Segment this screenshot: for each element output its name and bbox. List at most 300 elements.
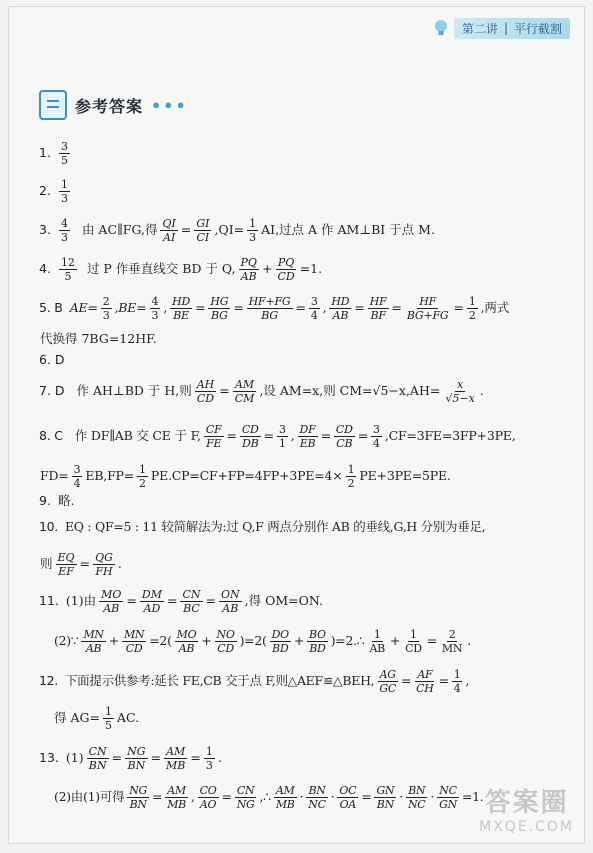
numerator: 1 (373, 628, 381, 641)
answer-text: = (453, 300, 464, 316)
answer-4 (39, 257, 323, 282)
denominator: 4 (73, 477, 81, 490)
numerator: DO (271, 628, 289, 641)
fraction (59, 141, 70, 166)
answer-text: AC. (116, 710, 140, 726)
fraction (443, 379, 476, 404)
answer-text: = (219, 383, 230, 399)
numerator: 3 (73, 463, 81, 476)
numerator: 1 (139, 463, 146, 476)
answer-number: 10. (39, 519, 58, 534)
answer-text: 由 AC∥FG,得 (81, 222, 158, 238)
fraction (377, 669, 398, 694)
answer-13-line-2 (53, 785, 484, 810)
denominator: 4 (453, 682, 461, 695)
answer-text: FD= (40, 468, 69, 484)
topic-label: 平行截割 (513, 21, 562, 36)
answer-text: · (430, 789, 435, 805)
denominator: CD (277, 270, 295, 283)
numerator: x (456, 378, 464, 391)
denominator: √5−x (445, 392, 475, 405)
denominator: 4 (373, 437, 380, 450)
denominator: BG (211, 309, 228, 322)
numerator: 3 (310, 295, 318, 308)
fraction (215, 629, 237, 654)
fraction (239, 257, 259, 282)
answer-text: (2)由(1)可得 (54, 789, 125, 805)
fraction (59, 257, 77, 282)
fraction (414, 669, 435, 694)
notepad-icon (39, 90, 67, 120)
denominator: BG+FG (406, 309, 449, 322)
numerator: ON (220, 588, 240, 601)
equals-sign: = (180, 222, 192, 238)
denominator: BN (127, 759, 146, 772)
fraction (337, 785, 358, 810)
numerator: AM (166, 745, 186, 758)
denominator: 3 (60, 192, 68, 205)
fraction (374, 785, 396, 810)
answer-8 (39, 424, 517, 449)
answer-text: =2( (149, 633, 172, 649)
answer-text: · (299, 789, 304, 805)
answer-text: ,QI= (214, 222, 245, 238)
numerator: BN (408, 784, 426, 797)
fraction (204, 746, 215, 771)
answer-text: = (391, 300, 402, 316)
answer-text: ,∴ (259, 789, 271, 805)
answer-8-line-2 (39, 464, 452, 489)
fraction (306, 785, 327, 810)
denominator: AB (240, 270, 257, 283)
fraction (440, 629, 464, 654)
numerator: AG (379, 668, 396, 681)
answer-10-line-2 (39, 552, 123, 577)
answer-number: 6. D (39, 352, 65, 367)
answer-text: ,得 OM=ON. (244, 593, 323, 609)
answer-text: , (290, 428, 295, 444)
page (8, 6, 585, 844)
answer-11-line-2 (53, 629, 472, 654)
numerator: AM (234, 378, 255, 391)
answer-number: 11. (39, 593, 59, 609)
answer-text: 作 DF∥AB 交 CE 于 F, (74, 428, 201, 444)
answer-12 (39, 669, 470, 694)
denominator: BC (183, 602, 200, 615)
answer-text: ,设 AM=x,则 CM=√5−x,AH= (259, 383, 441, 399)
denominator: 3 (102, 309, 110, 322)
answer-13 (39, 746, 223, 771)
answer-text: = (111, 750, 123, 766)
fraction (334, 424, 355, 449)
numerator: MN (123, 628, 145, 641)
numerator: CN (236, 784, 255, 797)
answer-text: + (108, 633, 119, 649)
fraction (59, 179, 70, 204)
numerator: 2 (448, 628, 456, 641)
watermark-logo: 答案圈 (484, 788, 569, 818)
denominator: CI (196, 231, 210, 244)
answer-number: 7. D (39, 383, 65, 399)
numerator: PQ (277, 256, 295, 269)
denominator: CM (234, 392, 255, 405)
numerator: EQ (57, 551, 75, 564)
numerator: NC (439, 784, 457, 797)
denominator: BE (173, 309, 189, 322)
answer-text: = (190, 750, 201, 766)
numerator: GN (376, 784, 395, 797)
fraction (403, 629, 424, 654)
answer-text: , (163, 300, 168, 316)
answer-text: , (190, 789, 195, 805)
fraction (180, 589, 202, 614)
answer-number: 13. (39, 750, 59, 766)
answer-2 (39, 179, 72, 204)
answer-text: (1)由 (65, 593, 97, 609)
answer-text: · (399, 789, 403, 805)
numerator: OC (339, 784, 357, 797)
answer-text: + (201, 633, 212, 649)
denominator: 2 (347, 477, 355, 490)
numerator: 1 (60, 178, 68, 191)
denominator: 5 (104, 719, 112, 732)
answer-text: + (389, 633, 401, 649)
fraction (367, 629, 386, 654)
answer-text: . (479, 383, 484, 399)
denominator: NG (236, 798, 255, 811)
answer-number: 9. (39, 493, 51, 508)
numerator: 1 (249, 217, 257, 230)
fraction (160, 218, 177, 243)
denominator: CD (196, 392, 215, 405)
fraction (452, 669, 463, 694)
fraction (208, 296, 230, 321)
answer-text: . (117, 556, 122, 572)
numerator: CN (182, 588, 201, 601)
plus-sign: + (261, 261, 273, 277)
fraction (247, 218, 258, 243)
denominator: BN (376, 798, 394, 811)
answer-text: 下面提示供参考:延长 FE,CB 交于点 F,则△AEF≌△BEH, (64, 673, 375, 689)
fraction (175, 629, 199, 654)
numerator: 4 (151, 295, 159, 308)
numerator: QG (95, 551, 113, 564)
fraction (270, 629, 291, 654)
numerator: 12 (60, 256, 75, 269)
fraction (307, 629, 328, 654)
denominator: CB (336, 437, 353, 450)
answer-6 (39, 354, 71, 367)
numerator: BO (309, 628, 326, 641)
numerator: 3 (373, 423, 380, 436)
denominator: FH (95, 565, 113, 578)
answer-text: PE.CP=CF+FP=4FP+3PE=4× (150, 468, 343, 484)
denominator: AB (178, 642, 195, 655)
numerator: 1 (205, 745, 213, 758)
denominator: CH (416, 682, 434, 695)
denominator: BD (309, 642, 326, 655)
answer-1 (39, 141, 72, 166)
denominator: AI (163, 231, 176, 244)
answer-text: )=2.∴ (330, 633, 365, 649)
answer-text: 略. (57, 493, 75, 508)
answer-9 (39, 495, 75, 508)
answer-number: 12. (39, 673, 58, 689)
numerator: NG (127, 745, 146, 758)
fraction (194, 218, 211, 243)
numerator: 3 (278, 423, 286, 436)
answer-text: = (233, 300, 244, 316)
answer-text: , (322, 300, 327, 316)
answer-3 (39, 218, 436, 243)
denominator: AB (103, 602, 120, 615)
answer-title: 参考答案 (75, 96, 144, 116)
answer-text: = (166, 593, 178, 609)
fraction (195, 379, 217, 404)
fraction (277, 424, 288, 449)
fraction (406, 785, 427, 810)
lightbulb-icon (434, 19, 448, 37)
fraction (164, 746, 187, 771)
numerator: 1 (104, 705, 112, 718)
answer-text: )=2( (239, 633, 267, 649)
answer-text: . (217, 750, 222, 766)
numerator: GI (196, 217, 210, 230)
denominator: AB (222, 602, 239, 615)
answer-text: 则 (40, 556, 53, 572)
numerator: AF (417, 668, 433, 681)
answer-text: = (226, 428, 237, 444)
numerator: CN (88, 745, 107, 758)
answer-text: = (400, 673, 412, 689)
fraction (56, 552, 77, 577)
denominator: GN (439, 798, 457, 811)
answer-text: =1. (299, 261, 323, 277)
denominator: NC (407, 798, 426, 811)
answer-text: (2)∵ (54, 633, 79, 649)
denominator: BN (88, 759, 107, 772)
numerator: HF+FG (248, 295, 291, 308)
fraction (198, 785, 219, 810)
numerator: MO (101, 588, 122, 601)
fraction (298, 424, 318, 449)
numerator: 1 (468, 295, 476, 308)
numerator: QI (162, 217, 176, 230)
fraction (101, 296, 112, 321)
numerator: HD (172, 295, 191, 308)
denominator: BD (272, 642, 289, 655)
answer-text: . (467, 633, 471, 649)
answer-text: =1. (461, 789, 484, 805)
fraction (309, 296, 320, 321)
answer-text: ,BE= (114, 300, 147, 316)
answer-text: = (150, 750, 162, 766)
header-separator: | (503, 21, 508, 35)
answer-text: 代换得 7BG=12HF. (40, 331, 157, 346)
denominator: FE (206, 437, 222, 450)
denominator: 2 (139, 477, 146, 490)
numerator: MO (176, 628, 197, 641)
answer-text: = (295, 300, 306, 316)
numerator: HF (419, 295, 437, 308)
denominator: EB (299, 437, 316, 450)
numerator: DF (299, 423, 316, 436)
denominator: 3 (60, 231, 68, 244)
numerator: CD (335, 423, 353, 436)
denominator: AB (332, 309, 349, 322)
answer-text: = (195, 300, 206, 316)
answer-text: = (354, 300, 365, 316)
numerator: AM (167, 784, 186, 797)
fraction (59, 218, 70, 243)
denominator: MN (441, 642, 463, 655)
answer-number: 5. B (39, 300, 63, 316)
numerator: CF (205, 423, 222, 436)
fraction (127, 785, 149, 810)
denominator: BN (129, 798, 147, 811)
fraction (81, 629, 105, 654)
answer-text: = (361, 789, 372, 805)
denominator: CD (125, 642, 143, 655)
fraction (275, 257, 296, 282)
denominator: GC (379, 682, 396, 695)
answer-text: ,两式 (480, 300, 509, 316)
answer-text: = (438, 673, 449, 689)
numerator: 1 (410, 628, 417, 641)
fraction (125, 746, 147, 771)
fraction (467, 296, 478, 321)
title-dots: ••• (151, 95, 188, 115)
numerator: HD (331, 295, 350, 308)
numerator: NG (129, 784, 148, 797)
watermark-url: MXQE.COM (479, 819, 574, 835)
denominator: NC (308, 798, 326, 811)
numerator: 4 (60, 217, 68, 230)
answer-12-line-2 (53, 706, 140, 731)
lecture-label: 第二讲 (461, 21, 498, 36)
fraction (165, 785, 188, 810)
fraction (371, 424, 382, 449)
fraction (235, 785, 257, 810)
denominator: AB (85, 642, 102, 655)
fraction (437, 785, 459, 810)
numerator: AH (196, 378, 215, 391)
numerator: CO (199, 784, 217, 797)
fraction (103, 706, 114, 731)
fraction (170, 296, 192, 321)
answer-number: 4. (39, 261, 51, 277)
fraction (368, 296, 389, 321)
fraction (87, 746, 109, 771)
denominator: 5 (64, 270, 72, 283)
fraction (99, 589, 123, 614)
denominator: 3 (205, 759, 213, 772)
numerator: BN (308, 784, 326, 797)
fraction (240, 424, 261, 449)
answer-text: 作 AH⊥BD 于 H,则 (76, 383, 192, 399)
answer-text: , (465, 673, 470, 689)
denominator: EF (58, 565, 74, 578)
denominator: MB (166, 759, 186, 772)
denominator: OA (339, 798, 357, 811)
answer-number: 8. C (39, 428, 63, 444)
denominator: 1 (278, 437, 286, 450)
answer-text: (1) (65, 750, 84, 766)
denominator: MB (167, 798, 186, 811)
answer-5 (39, 296, 510, 321)
fraction (247, 296, 293, 321)
denominator: 2 (468, 309, 476, 322)
answer-text: = (426, 633, 437, 649)
denominator: 3 (249, 231, 257, 244)
numerator: HF (369, 295, 387, 308)
denominator: BG (261, 309, 278, 322)
fraction (329, 296, 351, 321)
numerator: PQ (240, 256, 257, 269)
numerator: 1 (453, 668, 461, 681)
numerator: 1 (347, 463, 355, 476)
fraction (405, 296, 451, 321)
numerator: NO (216, 628, 235, 641)
answer-text: = (221, 789, 232, 805)
fraction (150, 296, 161, 321)
answer-section-heading (39, 90, 188, 120)
answer-text: = (79, 556, 91, 572)
answer-text: 得 AG= (54, 710, 100, 726)
answer-5-line-2 (39, 333, 158, 346)
answer-text: = (263, 428, 274, 444)
fraction (346, 464, 357, 489)
numerator: MN (83, 628, 104, 641)
answer-text: EB,FP= (85, 468, 135, 484)
answer-text: = (205, 593, 216, 609)
fraction (274, 785, 297, 810)
fraction (140, 589, 164, 614)
answer-text: ,CF=3FE=3FP+3PE, (384, 428, 516, 444)
denominator: 3 (151, 309, 159, 322)
answer-text: = (152, 789, 163, 805)
fraction (72, 464, 83, 489)
header-bar (454, 18, 570, 39)
page-header (434, 17, 570, 39)
denominator: DB (241, 437, 259, 450)
answer-text: = (320, 428, 331, 444)
denominator: CD (405, 642, 422, 655)
answer-number: 3. (39, 222, 51, 238)
answer-text: AE= (69, 300, 98, 316)
numerator: 2 (102, 295, 110, 308)
numerator: AM (275, 784, 295, 797)
watermark (479, 782, 574, 835)
numerator: DM (141, 588, 162, 601)
denominator: AD (143, 602, 161, 615)
answer-number: 1. (39, 145, 51, 161)
answer-text: = (126, 593, 137, 609)
denominator: MB (275, 798, 295, 811)
fraction (219, 589, 242, 614)
numerator: CD (241, 423, 259, 436)
answer-text: · (330, 789, 335, 805)
denominator: AO (199, 798, 217, 811)
fraction (233, 379, 257, 404)
denominator: 5 (60, 154, 68, 167)
denominator: 4 (310, 309, 318, 322)
denominator: AB (369, 642, 385, 655)
fraction (204, 424, 224, 449)
answer-11 (39, 589, 324, 614)
denominator: CD (217, 642, 234, 655)
answer-text: + (293, 633, 304, 649)
